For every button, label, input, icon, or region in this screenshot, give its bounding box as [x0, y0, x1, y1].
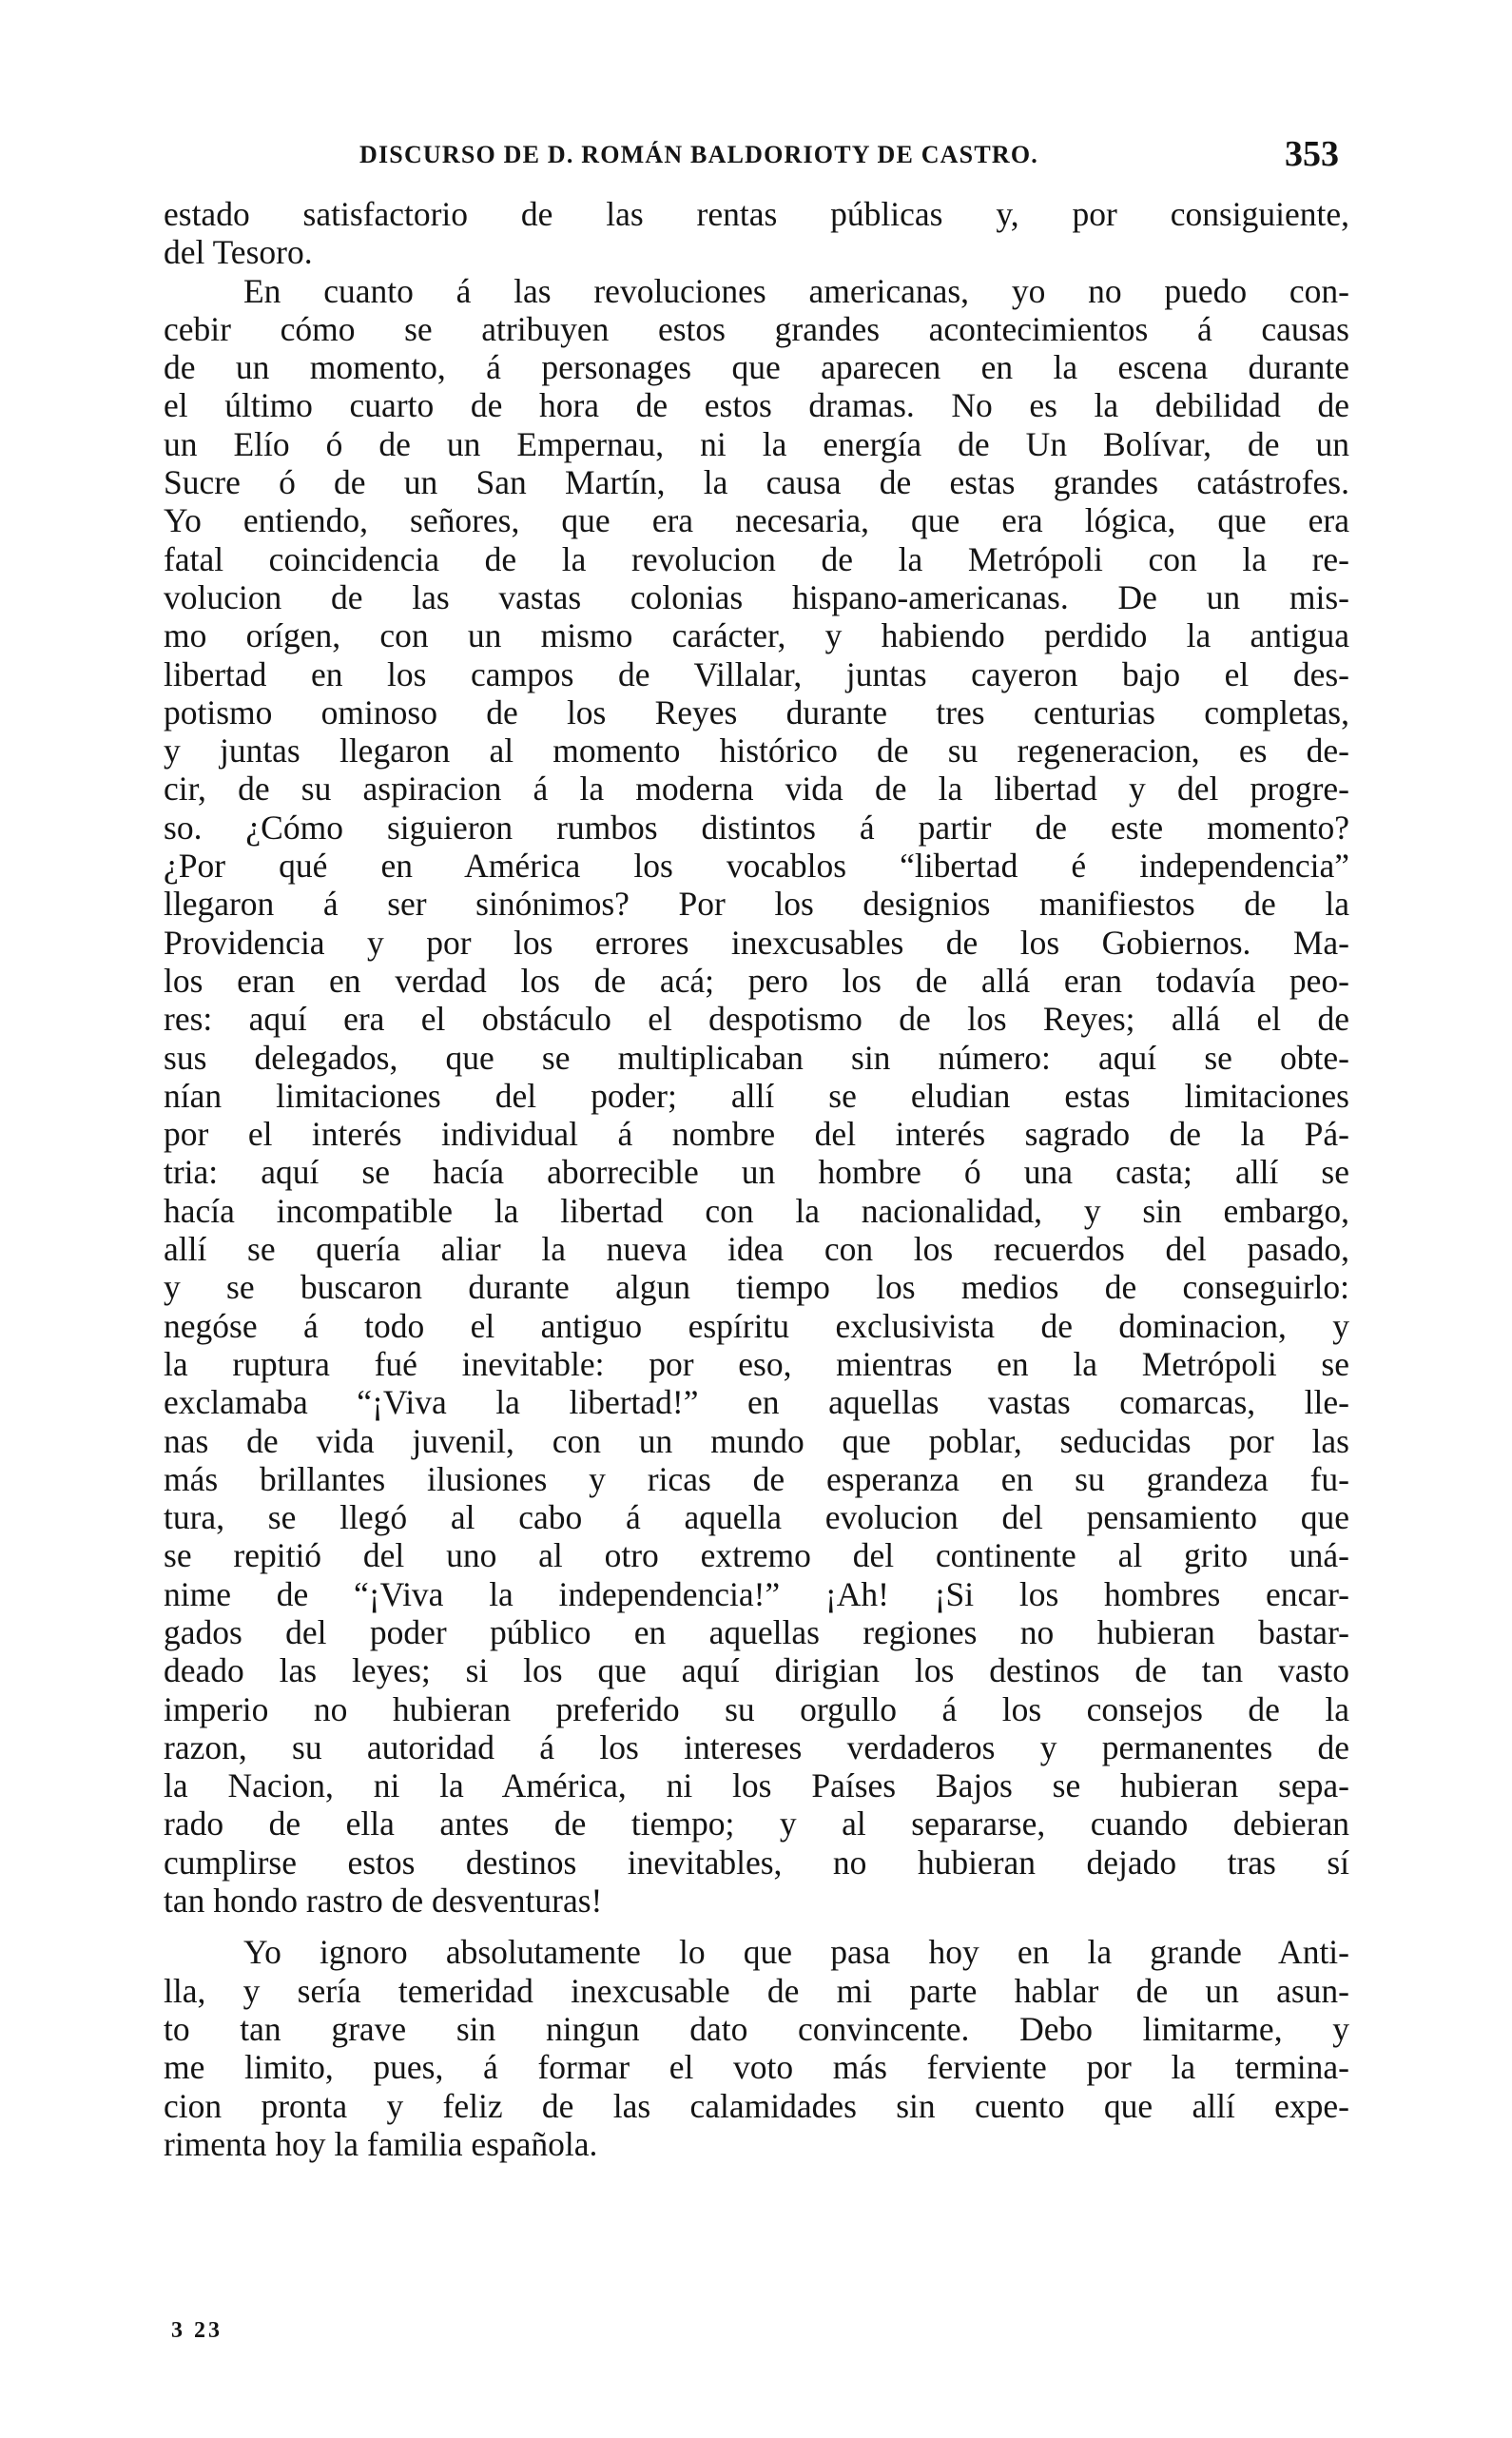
text-line: rimenta hoy la familia española. — [164, 2124, 598, 2163]
text-line: negóse á todo el antiguo espíritu exclusivista de dominacion, y — [164, 1306, 1349, 1345]
running-title: DISCURSO DE D. ROMÁN BALDORIOTY DE CASTRO. — [359, 141, 1038, 168]
text-line: tria: aquí se hacía aborrecible un hombre ó una casta; allí se — [164, 1153, 1349, 1192]
text-line: res: aquí era el obstáculo el despotismo de los Reyes; allá el de — [164, 1000, 1349, 1039]
text-line: cebir cómo se atribuyen estos grandes acontecimientos á causas — [164, 309, 1349, 348]
page-number: 353 — [1285, 134, 1339, 174]
text-line: fatal coincidencia de la revolucion de la Metrópoli con la re- — [164, 539, 1349, 578]
text-line: llegaron á ser sinónimos? Por los designios manifiestos de la — [164, 885, 1349, 924]
text-line: me limito, pues, á formar el voto más ferviente por la termina- — [164, 2048, 1349, 2087]
text-line: se repitió del uno al otro extremo del continente al grito uná- — [164, 1536, 1349, 1575]
text-line: lla, y sería temeridad inexcusable de mi parte hablar de un asun- — [164, 1971, 1349, 2010]
body-text — [164, 195, 1349, 2163]
text-line: rado de ella antes de tiempo; y al separarse, cuando debieran — [164, 1804, 1349, 1843]
text-line: y se buscaron durante algun tiempo los medios de conseguirlo: — [164, 1268, 1349, 1307]
text-line: allí se quería aliar la nueva idea con los recuerdos del pasado, — [164, 1230, 1349, 1269]
text-line: Sucre ó de un San Martín, la causa de estas grandes catástrofes. — [164, 463, 1349, 502]
text-line: potismo ominoso de los Reyes durante tres centurias completas, — [164, 692, 1349, 731]
text-line: nían limitaciones del poder; allí se eludian estas limitaciones — [164, 1076, 1349, 1115]
text-line: y juntas llegaron al momento histórico de su regeneracion, es de- — [164, 731, 1349, 770]
text-line: de un momento, á personages que aparecen en la escena durante — [164, 348, 1349, 387]
text-line: tan hondo rastro de desventuras! — [164, 1882, 603, 1921]
text-line: volucion de las vastas colonias hispano-americanas. De un mis- — [164, 577, 1349, 616]
text-line: ¿Por qué en América los vocablos “libertad é independencia” — [164, 847, 1349, 886]
text-line: por el interés individual á nombre del interés sagrado de la Pá- — [164, 1115, 1349, 1154]
text-line: gados del poder público en aquellas regiones no hubieran bastar- — [164, 1612, 1349, 1651]
text-line: imperio no hubieran preferido su orgullo á los consejos de la — [164, 1689, 1349, 1728]
text-line: nas de vida juvenil, con un mundo que poblar, seducidas por las — [164, 1421, 1349, 1460]
text-line: un Elío ó de un Empernau, ni la energía de Un Bolívar, de un — [164, 424, 1349, 463]
text-line: los eran en verdad los de acá; pero los de allá eran todavía peo- — [164, 961, 1349, 1000]
text-line: estado satisfactorio de las rentas públicas y, por consiguiente, — [164, 195, 1349, 233]
text-line: cir, de su aspiracion á la moderna vida de la libertad y del progre- — [164, 770, 1349, 809]
text-line: tura, se llegó al cabo á aquella evolucion del pensamiento que — [164, 1498, 1349, 1537]
text-line: cumplirse estos destinos inevitables, no hubieran dejado tras sí — [164, 1843, 1349, 1882]
text-line: la ruptura fué inevitable: por eso, mientras en la Metrópoli se — [164, 1344, 1349, 1383]
text-line: la Nacion, ni la América, ni los Países Bajos se hubieran sepa- — [164, 1766, 1349, 1805]
text-line: el último cuarto de hora de estos dramas. No es la debilidad de — [164, 386, 1349, 425]
text-line: cion pronta y feliz de las calamidades sin cuento que allí expe- — [164, 2086, 1349, 2125]
text-line: En cuanto á las revoluciones americanas, yo no puedo con- — [243, 271, 1349, 310]
text-line: del Tesoro. — [164, 233, 313, 272]
text-line: Yo ignoro absolutamente lo que pasa hoy en la grande Anti- — [243, 1933, 1349, 1972]
running-head — [359, 133, 1358, 181]
printer-signature: 3 23 — [171, 2318, 223, 2343]
text-line: sus delegados, que se multiplicaban sin número: aquí se obte- — [164, 1038, 1349, 1077]
text-line: so. ¿Cómo siguieron rumbos distintos á partir de este momento? — [164, 808, 1349, 847]
text-line: exclamaba “¡Viva la libertad!” en aquellas vastas comarcas, lle- — [164, 1383, 1349, 1422]
text-line: Providencia y por los errores inexcusables de los Gobiernos. Ma- — [164, 923, 1349, 962]
text-line: hacía incompatible la libertad con la nacionalidad, y sin embargo, — [164, 1191, 1349, 1230]
text-line: libertad en los campos de Villalar, juntas cayeron bajo el des- — [164, 654, 1349, 693]
text-line: deado las leyes; si los que aquí dirigian los destinos de tan vasto — [164, 1651, 1349, 1690]
text-line: más brillantes ilusiones y ricas de esperanza en su grandeza fu- — [164, 1459, 1349, 1498]
text-line: Yo entiendo, señores, que era necesaria, que era lógica, que era — [164, 501, 1349, 540]
text-line: mo orígen, con un mismo carácter, y habiendo perdido la antigua — [164, 616, 1349, 655]
paragraph-gap — [164, 1920, 1349, 1933]
text-line: to tan grave sin ningun dato convincente. Debo limitarme, y — [164, 2009, 1349, 2048]
text-line: nime de “¡Viva la independencia!” ¡Ah! ¡Si los hombres encar- — [164, 1574, 1349, 1613]
text-line: razon, su autoridad á los intereses verdaderos y permanentes de — [164, 1727, 1349, 1766]
